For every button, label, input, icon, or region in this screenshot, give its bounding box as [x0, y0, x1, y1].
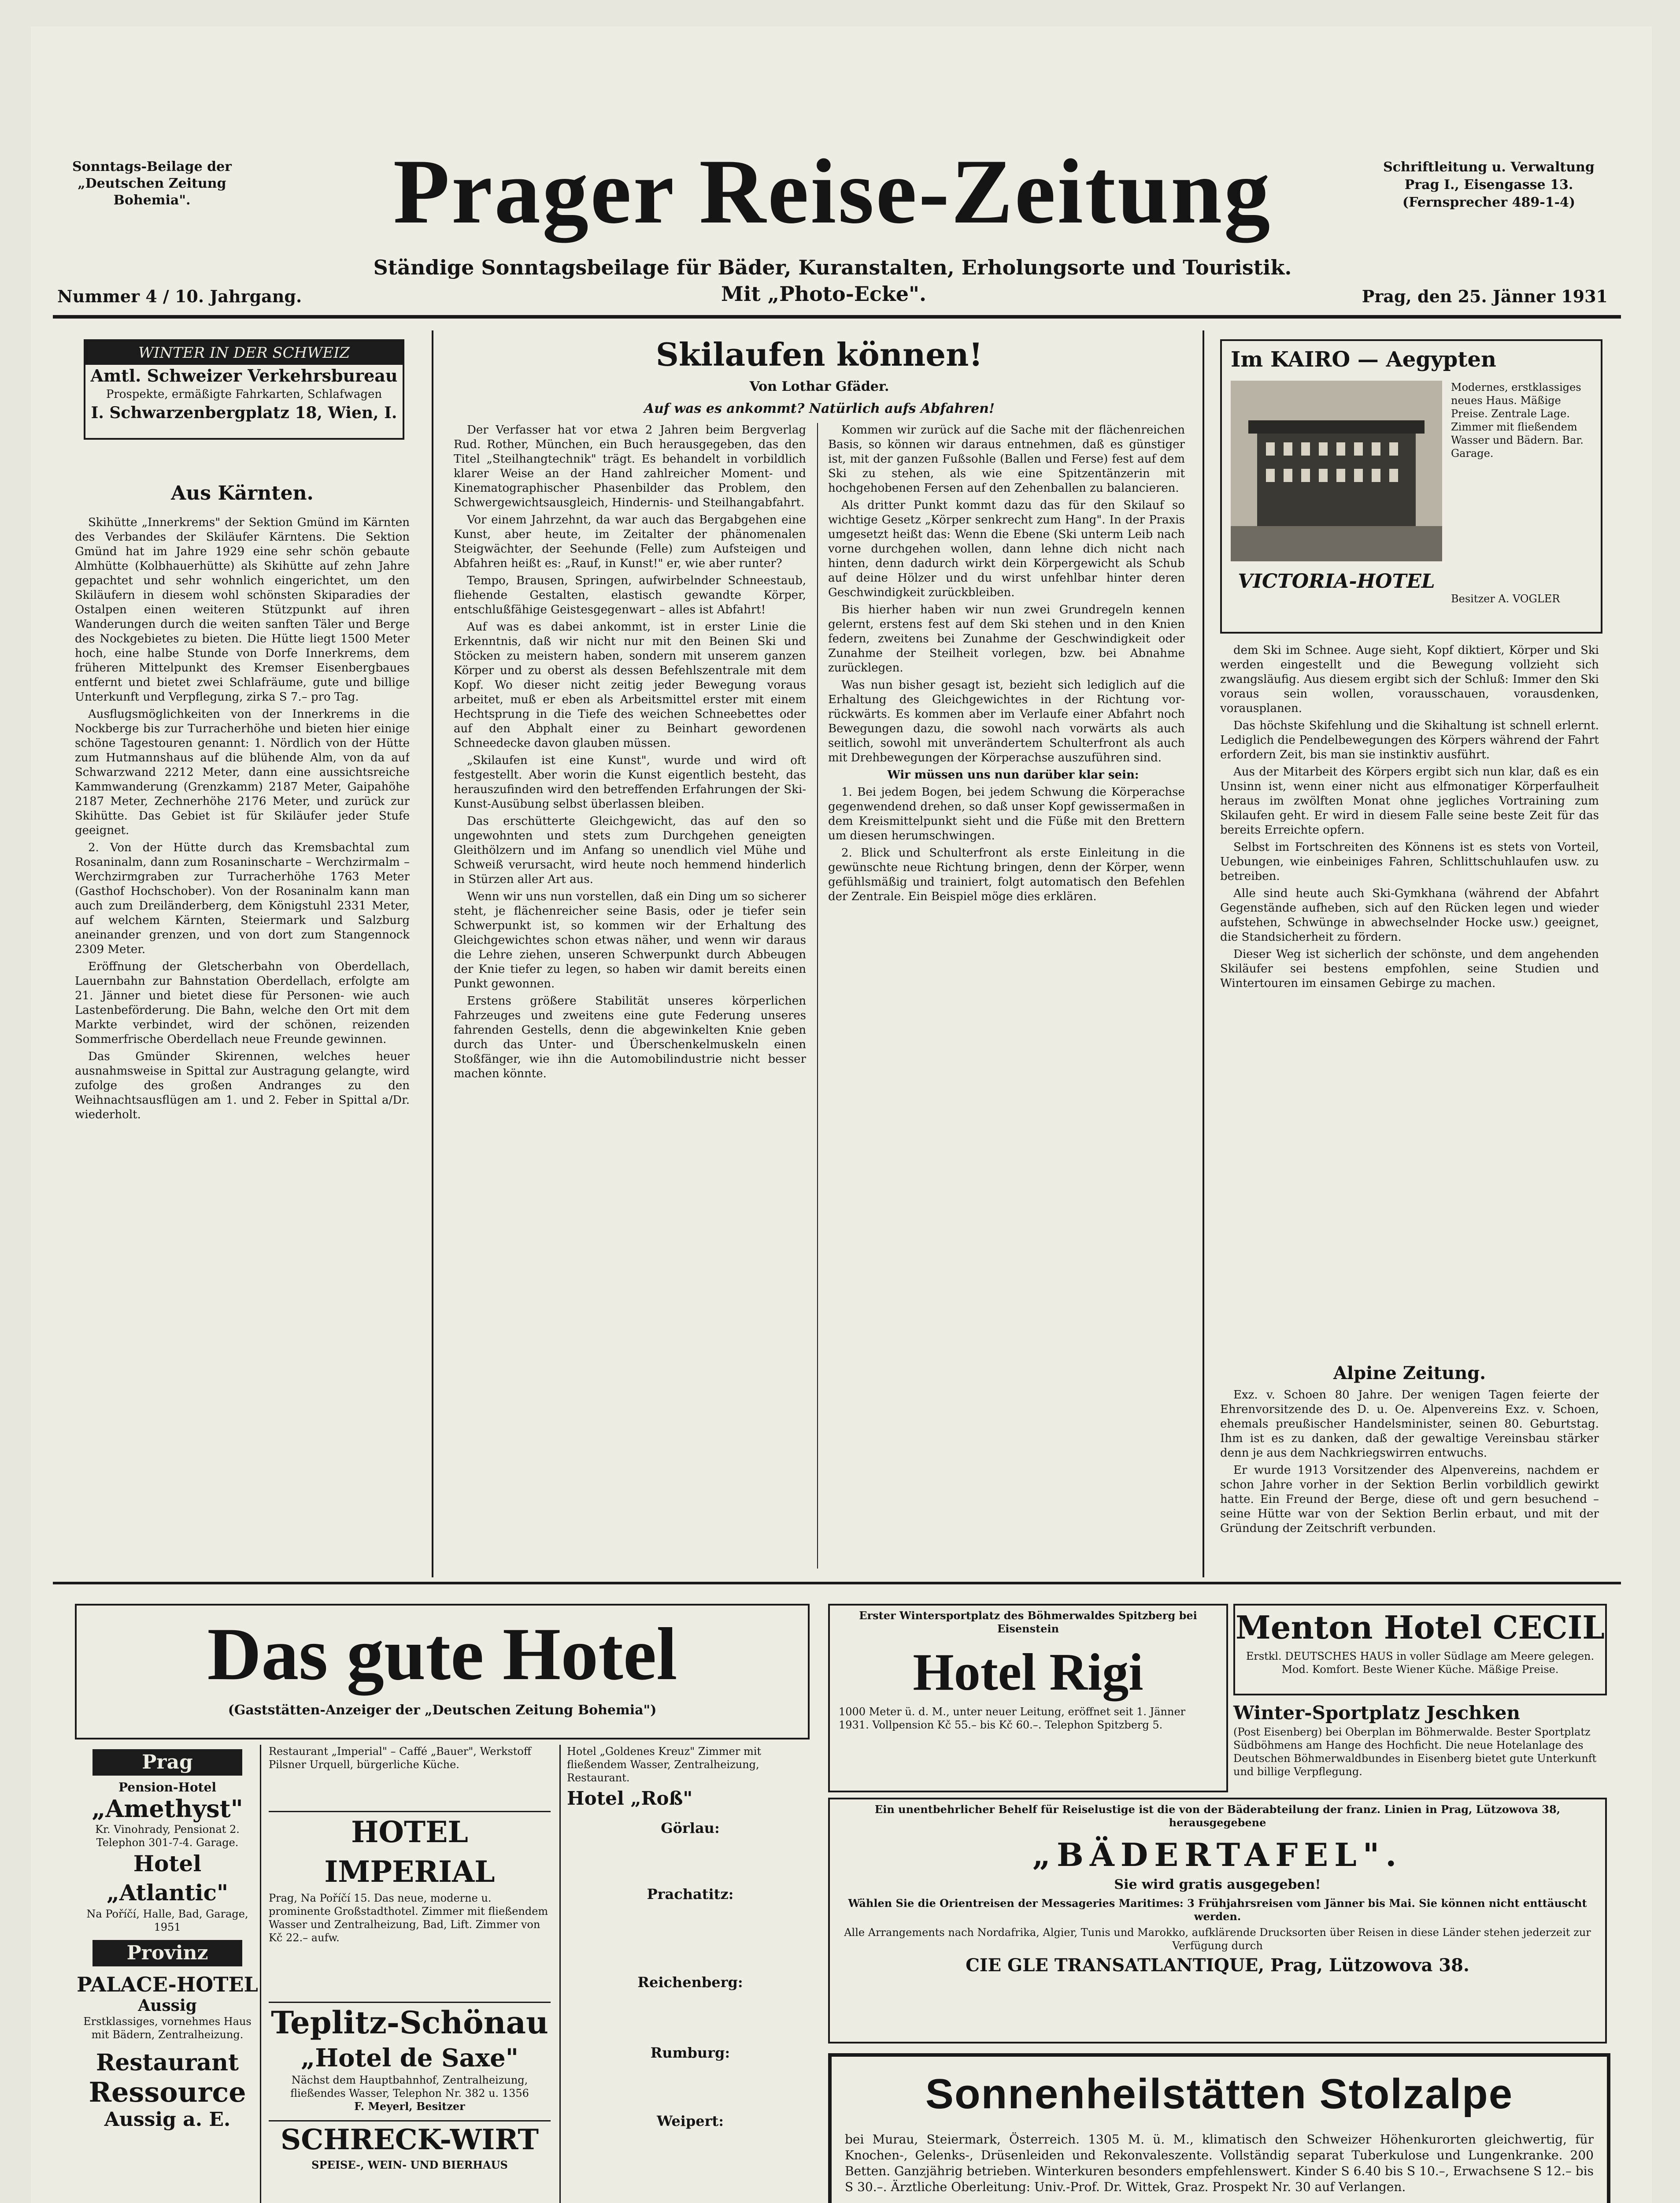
kaernten-section	[84, 480, 401, 507]
masthead-rule	[53, 315, 1621, 319]
gute-hotel-sub: (Gaststätten-Anzeiger der „Deutschen Zeitung Bohemia")	[228, 1702, 657, 1718]
alpine-text	[1220, 1388, 1599, 1573]
issue-date: Prag, den 25. Jänner 1931	[1362, 286, 1608, 306]
town-reichenberg: Reichenberg:	[637, 1974, 743, 1991]
amethyst-address: Kr. Vinohrady, Pensionat 2. Telephon 301-7-4. Garage.	[95, 1823, 240, 1849]
town-rumburg: Rumburg:	[650, 2044, 730, 2061]
paragraph: 2. Von der Hütte durch das Kremsbachtal zum Rosaninalm, dann zum Rosaninscharte – Werchzirmalm – Werchzirmgraben zur Turracherhöhe 1763 Meter (Gasthof Hochschober). Von der Rosaninalm kann man auch zum Dreiländerberg, dem Königstuhl 2331 Meter, auf welchem Kärnten, Steiermark und Salzburg aneinander grenzen, und von dort zum Stangennock 2309 Meter.	[75, 841, 410, 956]
atlantic-address: Na Poříčí, Halle, Bad, Garage, 1951	[86, 1908, 248, 1933]
article-divider	[817, 423, 818, 1569]
kairo-desc: Modernes, erstklassiges neues Haus. Mäßige Preise. Zentrale Lage. Zimmer mit fließendem Wasser und Bädern. Bar. Garage.	[1451, 381, 1584, 460]
paragraph: 2. Blick und Schulterfront als erste Einleitung in die gewünschte neue Richtung bringen, denn der Körper, wenn gefühlsmäßig und trainiert, folgt automatisch den Befehlen der Zentrale. Ein Beispiel möge dies erklären.	[828, 846, 1185, 903]
paragraph: „Skilaufen ist eine Kunst", wurde und wird oft festgestellt. Aber worin die Kunst eigentlich besteht, das herauszufinden wird den betreffenden Erfahrungen der Ski-Kunst-Ausübung selbst überlassen bleiben.	[454, 754, 806, 811]
cie-address: CIE GLE TRANSATLANTIQUE, Prag, Lützowova 38.	[966, 1955, 1469, 1976]
menton-title: Menton Hotel CECIL	[1236, 1609, 1605, 1646]
kairo-hotel: VICTORIA-HOTEL	[1238, 570, 1435, 593]
paragraph: Bis hierher haben wir nun zwei Grundregeln kennen gelernt, erstens fest auf dem Ski stehen und in den Knien federn, zweitens bei Zunahme der Geschwindigkeit oder Zunahme der Steilheit vorlegen, bzw. bei Abnahme zurücklegen.	[828, 603, 1185, 675]
column-divider	[1203, 330, 1204, 1577]
pension-label: Pension-Hotel	[118, 1780, 217, 1795]
prag-label: Prag	[93, 1749, 242, 1776]
menton-ad	[1233, 1604, 1607, 1695]
paragraph: Aus der Mitarbeit des Körpers ergibt sich nun klar, daß es ein Unsinn ist, wenn einer nicht aus elfmonatiger Körperfaulheit heraus im zwölften Monat ohne jegliches Vortraining zum Skilaufen geht. Er wird in diesem Falle seine beste Zeit für das bereits Erreichte opfern.	[1220, 765, 1599, 837]
article-column-2	[828, 423, 1185, 1569]
kaernten-text	[75, 516, 410, 1573]
ad-section-rule	[53, 1582, 1621, 1584]
paragraph: Auf was es dabei ankommt, ist in erster Linie die Erkenntnis, daß wir nicht nur mit den Beinen Ski und Stöcken zu meistern haben, sondern mit unserem ganzen Körper und zu oberst als dessen Befehlszentrale mit dem Kopf. Wo dieser nicht zeitig jeder Bewegung voraus arbeitet, muß er eben als Arbeitsmittel erster mit einem Hechtsprung in die Tiefe des weichen Schneebettes oder auf den Abphalt einer zu Beinhart gewordenen Schneedecke davon glauben müssen.	[454, 620, 806, 750]
paragraph: Das Gmünder Skirennen, welches heuer ausnahmsweise in Spittal zur Austragung gelangte, wird zufolge des großen Andranges zu den Weihnachtsausflügen am 1. und 2. Feber in Spittal a/Dr. wiederholt.	[75, 1050, 410, 1121]
paragraph: dem Ski im Schnee. Auge sieht, Kopf diktiert, Körper und Ski werden eingestellt und die Bewegung vollzieht sich zwangsläufig. Aus diesem ergibt sich der Schluß: Immer den Ski voraus sein wollen, vorausschauen, vorausdenken, vorausplanen.	[1220, 644, 1599, 715]
article-title: Skilaufen können!	[655, 336, 983, 373]
paragraph: Erstens größere Stabilität unseres körperlichen Fahrzeuges und zweitens eine gute Federung unseres fahrenden Gestells, denn die abgewinkelten Knie geben durch das Unter- und Überschenkelmuskeln einen Stoßfänger, wie ihn die Automobilindustrie nicht besser machen könnte.	[454, 994, 806, 1080]
paragraph: Dieser Weg ist sicherlich der schönste, und dem angehenden Skiläufer sei bestens empfohlen, seine Studien und Wintertouren im einsamen Gebirge zu machen.	[1220, 948, 1599, 990]
kairo-ad	[1220, 339, 1602, 634]
menton-desc: Erstkl. DEUTSCHES HAUS in voller Südlage am Meere gelegen. Mod. Komfort. Beste Wiener Küche. Mäßige Preise.	[1246, 1650, 1595, 1676]
restaurant-title: Restaurant	[96, 2049, 239, 2076]
ad-column-middle	[269, 1745, 551, 2203]
paragraph: Selbst im Fortschreiten des Könnens ist es stets von Vorteil, Uebungen, wie einbeiniges Fahren, Schlittschuhlaufen usw. zu betreiben.	[1220, 841, 1599, 883]
schreck-desc: SPEISE-, WEIN- UND BIERHAUS	[311, 2158, 508, 2171]
stolzalpe-ad	[828, 2053, 1610, 2203]
goldenes-kreuz: Hotel „Goldenes Kreuz" Zimmer mit fließendem Wasser, Zentralheizung, Restaurant.	[567, 1745, 762, 1784]
kairo-title: Im KAIRO — Aegypten	[1231, 347, 1496, 372]
rigi-top: Erster Wintersportplatz des Böhmerwaldes Spitzberg bei Eisenstein	[859, 1609, 1197, 1635]
paragraph: Alle sind heute auch Ski-Gymkhana (während der Abfahrt Gegenstände aufheben, sich auf den Rücken legen und wieder aufstehen, Schwünge in abwechselnder Hocke usw.) geeignet, die Standsicherheit zu fördern.	[1220, 887, 1599, 944]
baedertafel-free: Sie wird gratis ausgegeben!	[1114, 1877, 1321, 1892]
article-subtitle: Auf was es ankommt? Natürlich aufs Abfahren!	[644, 401, 995, 416]
schweiz-desc: Prospekte, ermäßigte Fahrkarten, Schlafwagen	[106, 388, 382, 401]
schweiz-address: I. Schwarzenbergplatz 18, Wien, I.	[91, 404, 397, 422]
paragraph: Ausflugsmöglichkeiten von der Innerkrems in die Nockberge bis zur Turracherhöhe und bieten hier einige schöne Tagestouren genannt: 1. Nördlich von der Hütte zum Hutmannshaus auf die blühende Alm, von da auf Schwarzwand 2212 Meter, dann eine aussichtsreiche Kammwanderung (Grenzkamm) 2187 Meter, Gaipahöhe 2187 Meter, Zechnerhöhe 2176 Meter, und zurück zur Skihütte. Das Gebiet ist für Skiläufer jeder Stufe geeignet.	[75, 708, 410, 837]
paragraph: 1. Bei jedem Bogen, bei jedem Schwung die Körperachse gegenwendend drehen, so daß unser Kopf gewissermaßen in dem Kreismittelpunkt sieht und die Füße mit den Brettern um diesen herumschwingen.	[828, 786, 1185, 842]
paragraph: Als dritter Punkt kommt dazu das für den Skilauf so wichtige Gesetz „Körper senkrecht zum Hang". In der Praxis umgesetzt heißt das: Wenn die Ebene (Ski unterm Leib nach vorne durchgehen wollen, dann lehne dich nicht nach hinten, denn dadurch wirkt dein Körpergewicht als Schub auf deine Hölzer und du wirst unfehlbar hinter deren Geschwindigkeit zurückbleiben.	[828, 499, 1185, 599]
schweiz-banner: WINTER IN DER SCHWEIZ	[85, 341, 403, 365]
hotel-imperial-title: HOTEL IMPERIAL	[269, 1811, 551, 1891]
jeschken-desc: (Post Eisenberg) bei Oberplan im Böhmerwalde. Bester Sportplatz Südböhmens am Hange des Hochficht. Die neue Hotelanlage des Deutschen Böhmerwaldbundes in Eisenberg bietet gute Unterkunft und billige Verpflegung.	[1233, 1726, 1597, 1778]
issue-number: Nummer 4 / 10. Jahrgang.	[57, 286, 302, 306]
jeschken-ad	[1233, 1701, 1603, 1789]
jeschken-title: Winter-Sportplatz Jeschken	[1233, 1702, 1520, 1724]
rigi-desc: 1000 Meter ü. d. M., unter neuer Leitung, eröffnet seit 1. Jänner 1931. Vollpension Kč 55.– bis Kč 60.–. Telephon Spitzberg 5.	[839, 1706, 1186, 1731]
paragraph: Eröffnung der Gletscherbahn von Oberdellach, Lauernbahn zur Bahnstation Oberdellach, erfolgte am 21. Jänner und bietet diese für Personen- wie auch Lastenbeförderung. Die Bahn, welche den Ort mit dem Markte verbindet, wird der schönen, reizenden Sommerfrische Oberdellach neue Freunde gewinnen.	[75, 960, 410, 1046]
masthead-title: Prager Reise-Zeitung	[393, 141, 1272, 243]
kairo-owner: Besitzer A. VOGLER	[1451, 593, 1560, 605]
paragraph: Tempo, Brausen, Springen, aufwirbelnder Schneestaub, fliehende Gestalten, elastisch gewandte Körper, entschlußfähige Geistesgegenwart – alles ist Abfahrt!	[454, 574, 806, 616]
palace-title: PALACE-HOTEL	[77, 1973, 258, 1996]
paragraph: Was nun bisher gesagt ist, bezieht sich lediglich auf die Erhaltung des Gleichgewichtes in der Richtung vor- rückwärts. Es kommen aber im Verlaufe einer Abfahrt noch Bewegungen dazu, die sowohl nach vorwärts als auch seitlich, sowohl mit unverändertem Schulterfront als auch mit Drehbewegungen der Körperachse auszuführen sind.	[828, 679, 1185, 764]
imperial-restaurant: Restaurant „Imperial" – Caffé „Bauer", Werkstoff Pilsner Urquell, bürgerliche Küche.	[269, 1745, 531, 1771]
town-weipert: Weipert:	[656, 2113, 724, 2129]
paragraph: Wenn wir uns nun vorstellen, daß ein Ding um so sicherer steht, je flächenreicher seine Basis, oder je tiefer sein Schwerpunkt ist, so kommen wir der Erhaltung des Gleichgewichtes schon etwas näher, und wenn wir daraus die Lehre ziehen, unseren Schwerpunkt durch Abbeugen der Knie tiefer zu legen, so haben wir damit bereits einen Punkt gewonnen.	[454, 890, 806, 990]
paragraph: Vor einem Jahrzehnt, da war auch das Bergabgehen eine Kunst, aber heute, im Zeitalter der phänomenalen Steigwächter, der Seehunde (Felle) zum Aufsteigen und Abfahren heißt es: „Rauf, in Kunst!" er, wie aber runter?	[454, 513, 806, 570]
paragraph: Das erschütterte Gleichgewicht, das auf den so ungewohnten und stets zum Durchgehen geneigten Gleithölzern und im Anfang so unendlich viel Mühe und Schweiß verursacht, wird heute noch hemmend hinderlich in Stürzen aller Art aus.	[454, 815, 806, 886]
hotel-ross: Hotel „Roß"	[567, 1788, 693, 1809]
schweiz-org: Amtl. Schweizer Verkehrsbureau	[90, 366, 398, 386]
alpine-heading: Alpine Zeitung.	[1333, 1363, 1486, 1383]
paragraph: Exz. v. Schoen 80 Jahre. Der wenigen Tagen feierte der Ehrenvorsitzende des D. u. Oe. Alpenvereins Exz. v. Schoen, ehemals preußischer Handelsminister, seinen 80. Geburtstag. Ihm ist es zu danken, daß der gewaltige Vereinsbau stärker denn je aus dem Nachkriegswirren entwuchs.	[1220, 1388, 1599, 1460]
provinz-label: Provinz	[93, 1940, 242, 1966]
ressource-title: Ressource	[89, 2076, 246, 2108]
gute-hotel-header	[75, 1604, 810, 1739]
rigi-title: Hotel Rigi	[913, 1643, 1143, 1701]
baedertafel-intro: Ein unentbehrlicher Behelf für Reiselustige ist die von der Bäderabteilung der franz. Linien in Prag, Lützowova 38, herausgegebene	[874, 1803, 1561, 1829]
hotel-photo	[1231, 381, 1442, 561]
newspaper-page	[31, 26, 1652, 2203]
ad-column-left	[75, 1745, 261, 2203]
paragraph: Skihütte „Innerkrems" der Sektion Gmünd im Kärnten des Verbandes der Skiläufer Kärntens. Die Sektion Gmünd hat im Jahre 1929 eine sehr schön gebaute Almhütte (Kolbhauerhütte) als Skihütte auf zehn Jahre gepachtet und sehr wohnlich eingerichtet, um den Skiläufern in diesem wohl schönsten Skiparadies der Ostalpen einen weiteren Stützpunkt auf ihren Wanderungen durch die weiten sanften Täler und Berge des Nockgebietes zu bieten. Die Hütte liegt 1500 Meter hoch, eine halbe Stunde von Dorfe Innerkrems, dem früheren Mittelpunkt des Kremser Eisenbergbaues entfernt und bietet zwei Schlafräume, gute und billige Unterkunft und Verpflegung, zirka S 7.– pro Tag.	[75, 516, 410, 704]
article-column-1	[454, 423, 806, 1569]
kaernten-heading: Aus Kärnten.	[171, 482, 314, 504]
town-goerlau: Görlau:	[661, 1820, 720, 1836]
article-author: Von Lothar Gfäder.	[749, 379, 889, 394]
saxe-owner: F. Meyerl, Besitzer	[354, 2100, 465, 2113]
baedertafel-title: „BÄDERTAFEL".	[1032, 1836, 1403, 1873]
hotel-imperial-desc: Prag, Na Poříčí 15. Das neue, moderne u. prominente Großstadthotel. Zimmer mit fließendem Wasser und Zentralheizung, Bad, Lift. Zimmer von Kč 22.– aufw.	[269, 1892, 548, 1944]
schreck-title: SCHRECK-WIRT	[269, 2120, 551, 2158]
masthead-subtitle: Ständige Sonntagsbeilage für Bäder, Kuranstalten, Erholungsorte und Touristik.	[373, 256, 1292, 279]
rigi-ad	[828, 1604, 1228, 1792]
stolzalpe-desc: bei Murau, Steiermark, Österreich. 1305 M. ü. M., klimatisch den Schweizer Höhenkurorten gleichwertig, für Knochen-, Gelenks-, Drüsenleiden und Rekonvaleszente. Vollständig separat Tuberkulose und Lungenkranke. 200 Betten. Ganzjährig betrieben. Winterkuren besonders empfehlenswert. Kinder S 6.40 bis S 10.–, Erwachsene S 12.– bis S 30.–. Ärztliche Oberleitung: Univ.-Prof. Dr. Wittek, Graz. Prospekt Nr. 30 auf Verlangen.	[845, 2132, 1594, 2194]
orient-text: Wählen Sie die Orientreisen der Messageries Maritimes: 3 Frühjahrsreisen vom Jänner bis Mai. Sie können nicht enttäuscht werden.	[848, 1897, 1587, 1923]
baedertafel-ad	[828, 1798, 1607, 2044]
ressource-city: Aussig a. E.	[104, 2108, 231, 2131]
column-divider	[432, 330, 433, 1577]
masthead-right-note: Schriftleitung u. Verwaltung Prag I., Eisengasse 13. (Fernsprecher 489-1-4)	[1383, 159, 1595, 210]
paragraph: Das höchste Skifehlung und die Skihaltung ist schnell erlernt. Lediglich die Pendelbewegungen des Körpers während der Fahrt erfordern Zeit, bis man sie instinktiv ausführt.	[1220, 719, 1599, 761]
gute-hotel-title: Das gute Hotel	[207, 1613, 677, 1695]
town-prachatitz: Prachatitz:	[647, 1886, 734, 1903]
masthead-subtitle2: Mit „Photo-Ecke".	[721, 282, 927, 306]
atlantic-title: Hotel „Atlantic"	[106, 1851, 229, 1906]
paragraph: Der Verfasser hat vor etwa 2 Jahren beim Bergverlag Rud. Rother, München, ein Buch herausgegeben, das den Titel „Steilhangtechnik" trägt. Es behandelt in vorbildlich klarer Weise an der Hand zahlreicher Moment- und Kinematographischer Phasenbilder das Problem, den Schwergewichtsausgleich, Hindernis- und Steilhangabfahrt.	[454, 423, 806, 509]
palace-desc: Erstklassiges, vornehmes Haus mit Bädern, Zentralheizung.	[83, 2015, 252, 2041]
stolzalpe-title: Sonnenheilstätten Stolzalpe	[925, 2070, 1513, 2118]
ad-column-towns	[559, 1745, 814, 2203]
paragraph: Kommen wir zurück auf die Sache mit der flächenreichen Basis, so können wir daraus entnehmen, daß es günstiger ist, mit der ganzen Fußsohle (Ballen und Ferse) fest auf dem Ski zu stehen, als wie eine Spitzentänzerin mit hochgehobenen Fersen auf den Zehenballen zu balancieren.	[828, 423, 1185, 495]
nordafrika-text: Alle Arrangements nach Nordafrika, Algier, Tunis und Marokko, aufklärende Drucksorten über Reisen in diese Länder stehen jederzeit zur Verfügung durch	[844, 1926, 1591, 1952]
amethyst-title: „Amethyst"	[92, 1795, 243, 1823]
article-column-3	[1220, 643, 1599, 1357]
paragraph: Er wurde 1913 Vorsitzender des Alpenvereins, nachdem er schon Jahre vorher in der Sektion Berlin vorbildlich gewirkt hatte. Ein Freund der Berge, diese oft und gern besuchend – seine Hütte war von der Sektion Berlin erbaut, und mit der Gründung der Zeitschrift verbunden.	[1220, 1464, 1599, 1535]
saxe-desc: Nächst dem Hauptbahnhof, Zentralheizung, fließendes Wasser, Telephon Nr. 382 u. 1356	[290, 2074, 529, 2099]
schweiz-ad	[84, 339, 404, 440]
saxe-title: „Hotel de Saxe"	[301, 2044, 518, 2073]
teplitz-title: Teplitz-Schönau	[269, 2002, 551, 2043]
palace-city: Aussig	[138, 1996, 197, 2015]
masthead-left-note: Sonntags-Beilage der „Deutschen Zeitung Bohemia".	[72, 159, 232, 208]
paragraph: Wir müssen uns nun darüber klar sein:	[887, 768, 1139, 782]
